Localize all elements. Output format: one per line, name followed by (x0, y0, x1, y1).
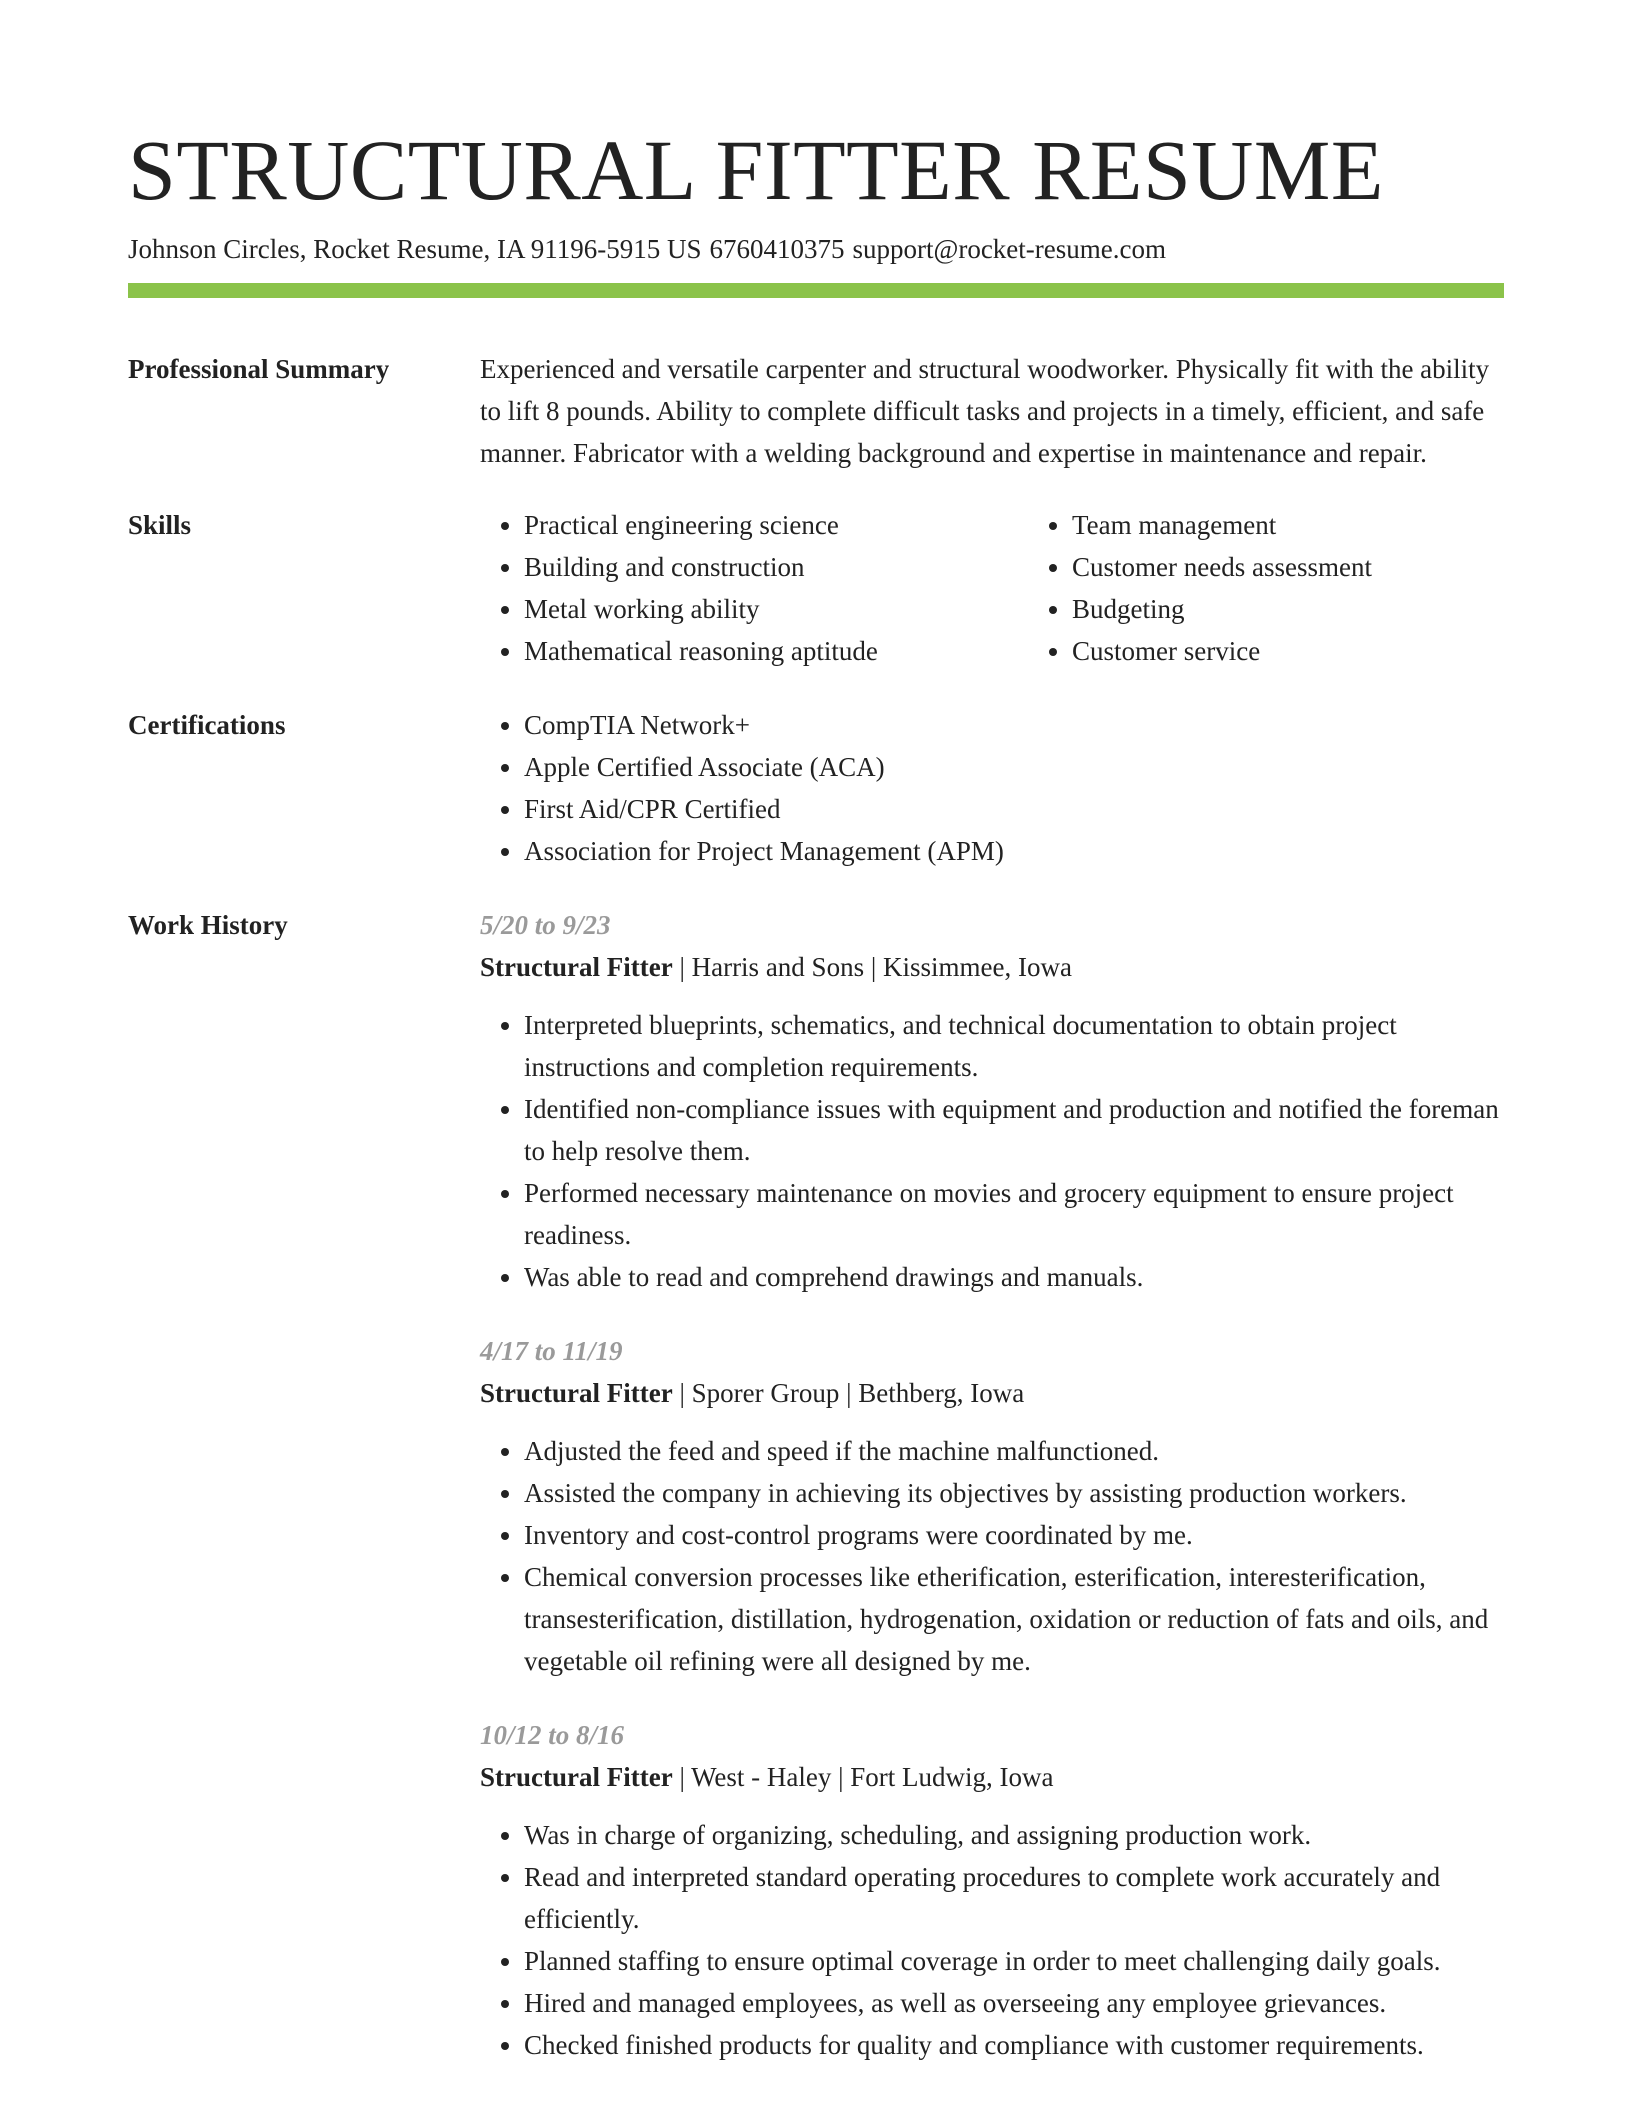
job-date: 10/12 to 8/16 (480, 1720, 625, 1750)
job-heading (480, 946, 1504, 988)
summary-text: Experienced and versatile carpenter and structural woodworker. Physically fit with the ability to lift 8 pounds. Ability to complete difficult tasks and projects in a timely, efficient, and safe manner. Fabricator with a welding background and expertise in maintenance and repair. (480, 354, 1490, 468)
job-bullet: • Chemical conversion processes like etherification, esterification, interesterification, transesterification, distillation, hydrogenation, oxidation or reduction of fats and oils, and vegetable oil refining were all designed by me. (524, 1556, 1504, 1682)
job-bullet: • Performed necessary maintenance on movies and grocery equipment to ensure project readiness. (524, 1172, 1504, 1256)
job-title: Structural Fitter (480, 1378, 673, 1408)
job-bullet: • Adjusted the feed and speed if the machine malfunctioned. (524, 1430, 1504, 1472)
certifications-content (480, 704, 1504, 872)
skills-columns (480, 504, 1504, 672)
job-bullet: • Read and interpreted standard operating procedures to complete work accurately and efficiently. (524, 1856, 1504, 1940)
job-entry (480, 1330, 1504, 1682)
skill-item: • Metal working ability (524, 588, 1028, 630)
certification-item: • CompTIA Network+ (524, 704, 1504, 746)
resume-title: STRUCTURAL FITTER RESUME (128, 122, 1384, 218)
skills-section (128, 504, 1504, 672)
skill-item: • Building and construction (524, 546, 1028, 588)
job-details: | Sporer Group | Bethberg, Iowa (672, 1378, 1025, 1408)
job-bullet: • Inventory and cost-control programs were coordinated by me. (524, 1514, 1504, 1556)
certifications-section (128, 704, 1504, 872)
certification-item: • Association for Project Management (APM) (524, 830, 1504, 872)
job-bullet: • Planned staffing to ensure optimal coverage in order to meet challenging daily goals. (524, 1940, 1504, 1982)
summary-section (128, 348, 1504, 474)
certifications-list (480, 704, 1504, 872)
job-bullet: • Was able to read and comprehend drawings and manuals. (524, 1256, 1504, 1298)
job-bullet: • Checked finished products for quality and compliance with customer requirements. (524, 2024, 1504, 2066)
job-bullet: • Hired and managed employees, as well as overseeing any employee grievances. (524, 1982, 1504, 2024)
job-bullet: • Interpreted blueprints, schematics, and technical documentation to obtain project instructions and completion requirements. (524, 1004, 1504, 1088)
job-bullet: • Identified non-compliance issues with equipment and production and notified the foreman to help resolve them. (524, 1088, 1504, 1172)
certification-item: • Apple Certified Associate (ACA) (524, 746, 1504, 788)
certification-item: • First Aid/CPR Certified (524, 788, 1504, 830)
job-details: | West - Haley | Fort Ludwig, Iowa (672, 1762, 1054, 1792)
section-label-skills: Skills (128, 510, 192, 540)
work-history-content (480, 904, 1504, 2066)
job-title: Structural Fitter (480, 1762, 673, 1792)
job-bullets (480, 1814, 1504, 2066)
job-title: Structural Fitter (480, 952, 673, 982)
section-label-certifications: Certifications (128, 710, 286, 740)
skill-item: • Customer service (1072, 630, 1372, 672)
contact-email: support@rocket-resume.com (852, 234, 1166, 264)
skills-list-left (480, 504, 1028, 672)
section-label-work-history: Work History (128, 910, 288, 940)
job-bullet: • Was in charge of organizing, scheduling, and assigning production work. (524, 1814, 1504, 1856)
resume-page (128, 120, 1504, 2066)
skill-item: • Budgeting (1072, 588, 1372, 630)
contact-line (128, 232, 1504, 266)
job-bullets (480, 1004, 1504, 1298)
work-history-section (128, 904, 1504, 2066)
section-label-summary: Professional Summary (128, 354, 390, 384)
job-date: 5/20 to 9/23 (480, 910, 611, 940)
job-entry (480, 1714, 1504, 2066)
job-heading (480, 1756, 1504, 1798)
job-bullet: • Assisted the company in achieving its objectives by assisting production workers. (524, 1472, 1504, 1514)
job-heading (480, 1372, 1504, 1414)
job-details: | Harris and Sons | Kissimmee, Iowa (672, 952, 1072, 982)
skill-item: • Mathematical reasoning aptitude (524, 630, 1028, 672)
skill-item: • Practical engineering science (524, 504, 1028, 546)
skills-list-right (1028, 504, 1372, 672)
header-divider (128, 283, 1504, 298)
job-date: 4/17 to 11/19 (480, 1336, 623, 1366)
contact-phone: 6760410375 (709, 234, 845, 264)
job-bullets (480, 1430, 1504, 1682)
skill-item: • Team management (1072, 504, 1372, 546)
skill-item: • Customer needs assessment (1072, 546, 1372, 588)
contact-address: Johnson Circles, Rocket Resume, IA 91196-5915 US (128, 234, 702, 264)
job-entry (480, 904, 1504, 1298)
